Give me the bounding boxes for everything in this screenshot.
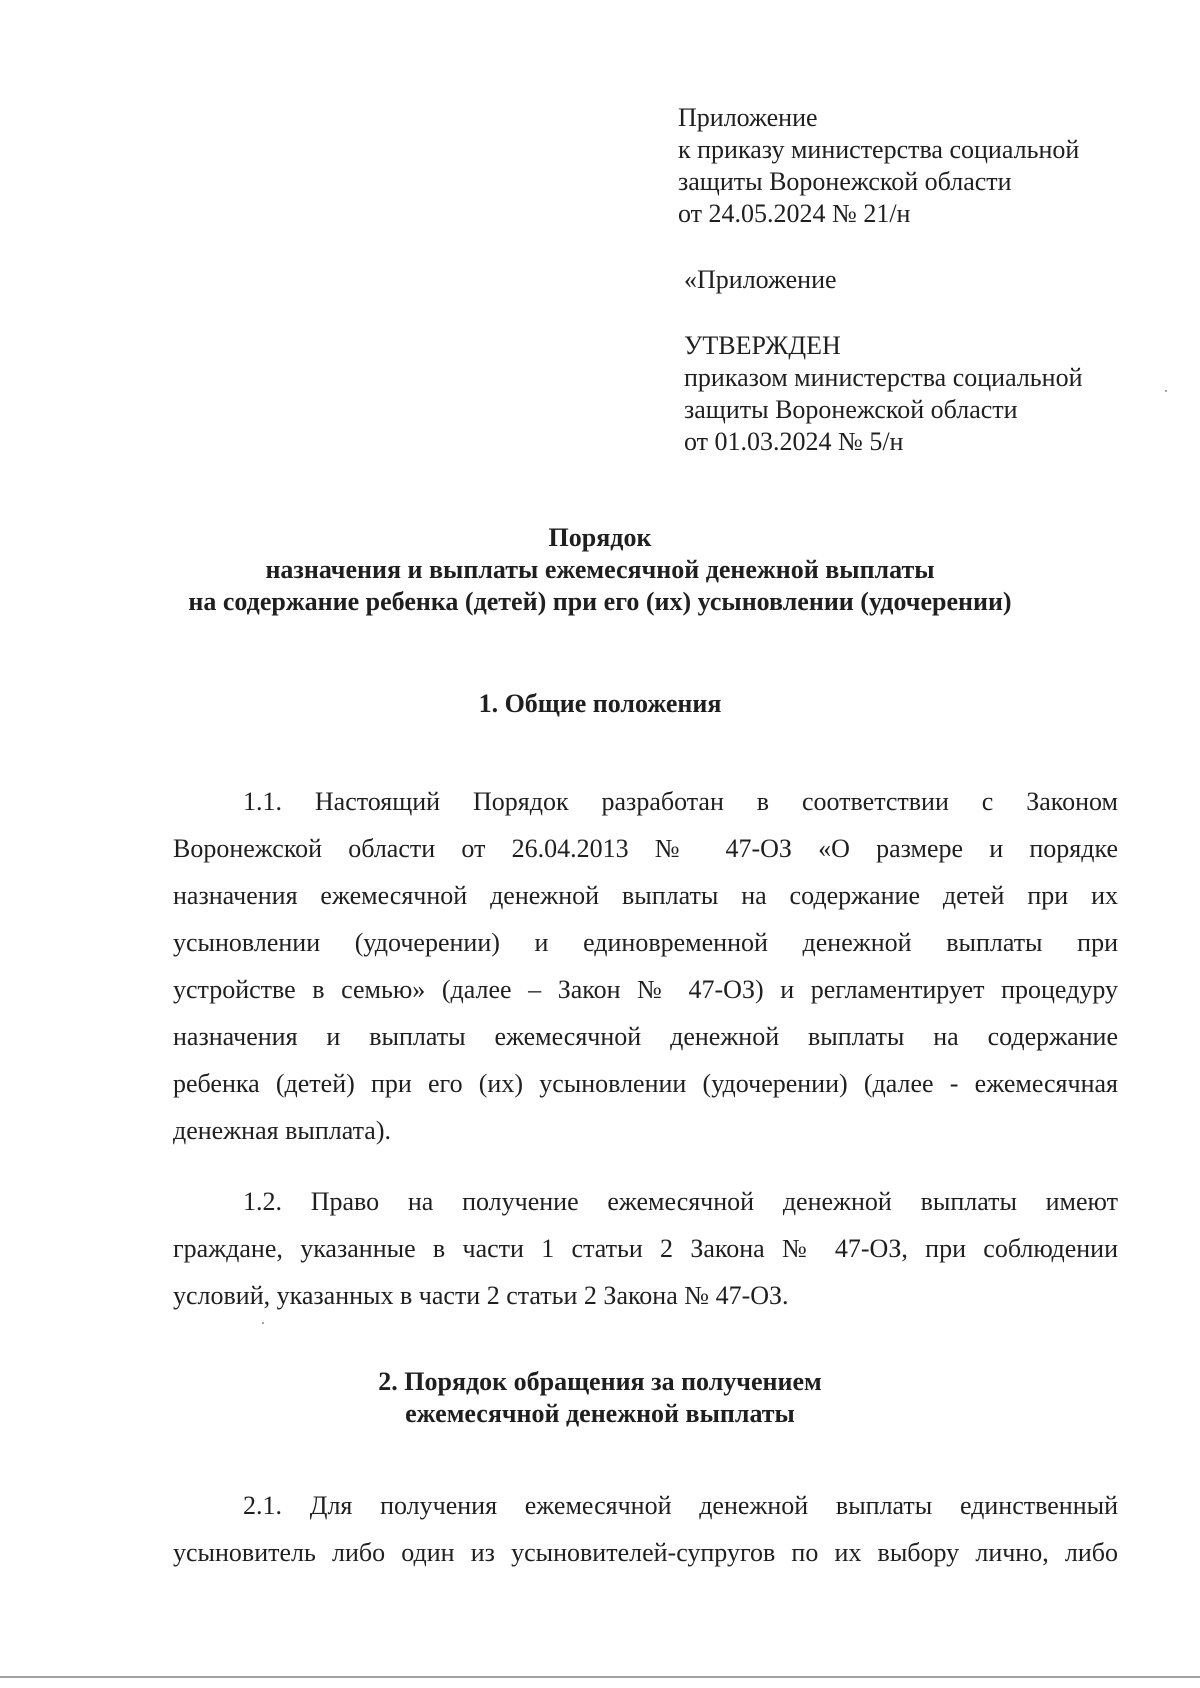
heading-line: ежемесячной денежной выплаты (405, 1399, 795, 1428)
approval-line: УТВЕРЖДЕН (684, 331, 841, 360)
heading-line: 1. Общие положения (478, 689, 722, 718)
approval-line: защиты Воронежской области (684, 395, 1018, 424)
section-2-heading (0, 1366, 1200, 1430)
attachment-line: от 24.05.2024 № 21/н (678, 199, 911, 228)
paragraph-line: 1.1. Настоящий Порядок разработан в соответствии с Законом (243, 787, 1118, 816)
paragraph-line: усыновитель либо один из усыновителей-супругов по их выбору лично, либо (173, 1538, 1118, 1567)
title-line: Порядок (548, 523, 652, 552)
paragraph-line: 1.2. Право на получение ежемесячной денежной выплаты имеют (243, 1187, 1118, 1216)
attachment-line: к приказу министерства социальной (678, 135, 1080, 164)
attachment-line: защиты Воронежской области (678, 167, 1012, 196)
attachment-block (678, 102, 1079, 230)
paragraph-line: Воронежской области от 26.04.2013 № 47-ОЗ «О размере и порядке (173, 834, 1118, 863)
inner-attachment-label (684, 264, 837, 296)
paragraph-line: условий, указанных в части 2 статьи 2 Закона № 47-ОЗ. (173, 1281, 789, 1310)
paragraph-line: устройстве в семью» (далее – Закон № 47-ОЗ) и регламентирует процедуру (173, 975, 1118, 1004)
paragraph-line: усыновлении (удочерении) и единовременной денежной выплаты при (173, 928, 1118, 957)
paragraph-line: 2.1. Для получения ежемесячной денежной выплаты единственный (243, 1491, 1118, 1520)
paragraph-line: назначения ежемесячной денежной выплаты на содержание детей при их (173, 881, 1118, 910)
approval-line: приказом министерства социальной (684, 363, 1083, 392)
approval-line: от 01.03.2024 № 5/н (684, 427, 904, 456)
scan-speck (262, 1322, 264, 1324)
heading-line: 2. Порядок обращения за получением (378, 1367, 822, 1396)
attachment-line: Приложение (678, 103, 818, 132)
title-line: на содержание ребенка (детей) при его (их) усыновлении (удочерении) (188, 587, 1012, 616)
document-title (0, 522, 1200, 618)
approval-block (684, 330, 1083, 458)
page-bottom-edge (0, 1676, 1200, 1678)
paragraph-line: назначения и выплаты ежемесячной денежной выплаты на содержание (173, 1022, 1118, 1051)
paragraph-line: граждане, указанные в части 1 статьи 2 Закона № 47-ОЗ, при соблюдении (173, 1234, 1118, 1263)
paragraph-line: ребенка (детей) при его (их) усыновлении (удочерении) (далее - ежемесячная (173, 1069, 1118, 1098)
paragraph-2-1 (173, 1482, 1118, 1576)
scan-speck (1165, 390, 1167, 392)
inner-attachment-text: «Приложение (684, 265, 837, 294)
paragraph-line: денежная выплата). (173, 1116, 391, 1145)
paragraph-1-1 (173, 778, 1118, 1154)
title-line: назначения и выплаты ежемесячной денежной выплаты (265, 555, 935, 584)
section-1-heading (0, 688, 1200, 720)
paragraph-1-2 (173, 1178, 1118, 1319)
